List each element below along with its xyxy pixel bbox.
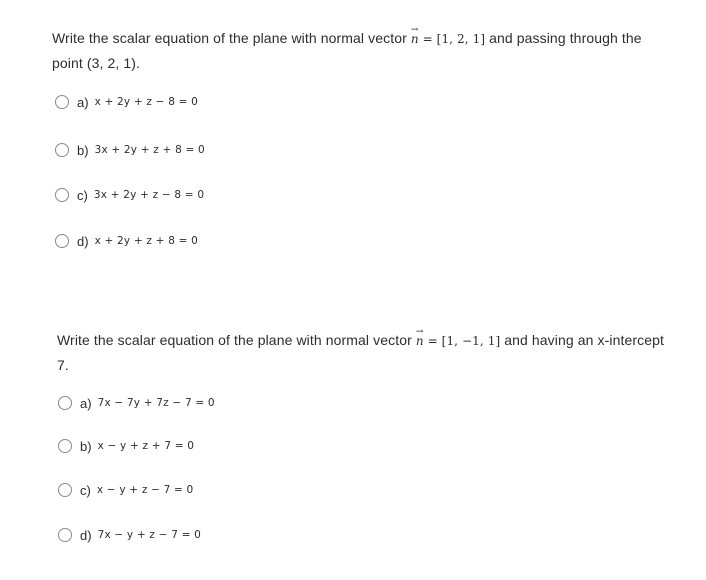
option-letter: a): [77, 94, 89, 110]
option-equation: 3x + 2y + z − 8 = 0: [93, 189, 205, 201]
question-1-prompt-after: and passing through the point (3, 2, 1).: [52, 30, 642, 71]
option-equation: x − y + z + 7 = 0: [97, 440, 195, 452]
radio-button[interactable]: [55, 188, 69, 202]
question-1-prompt-before: Write the scalar equation of the plane with normal vector: [52, 30, 411, 46]
option-equation: x + 2y + z + 8 = 0: [94, 235, 199, 247]
radio-button[interactable]: [55, 143, 69, 157]
normal-vector-symbol: → n: [411, 27, 419, 51]
option-equation: x + 2y + z − 8 = 0: [94, 96, 199, 108]
question-2-option-a[interactable]: [58, 393, 215, 413]
option-letter: c): [77, 187, 88, 203]
option-letter: b): [80, 438, 92, 454]
question-2-prompt: [57, 328, 667, 377]
radio-button[interactable]: [58, 528, 72, 542]
normal-vector-value: = [1, 2, 1]: [418, 32, 486, 46]
question-2-prompt-after: and having an x-intercept 7.: [57, 332, 664, 373]
question-2-option-d[interactable]: [58, 525, 201, 545]
option-letter: b): [77, 142, 89, 158]
normal-vector-symbol: → n: [416, 329, 424, 353]
option-equation: 7x − y + z − 7 = 0: [97, 529, 202, 541]
question-2-option-c[interactable]: [58, 480, 193, 500]
radio-button[interactable]: [58, 439, 72, 453]
option-letter: d): [77, 233, 89, 249]
question-1-option-a[interactable]: [55, 92, 198, 112]
question-1-prompt: [52, 26, 662, 75]
question-1-option-d[interactable]: [55, 231, 198, 251]
question-1-option-b[interactable]: [55, 140, 205, 160]
radio-button[interactable]: [58, 396, 72, 410]
radio-button[interactable]: [58, 483, 72, 497]
option-equation: x − y + z − 7 = 0: [96, 484, 194, 496]
option-equation: 3x + 2y + z + 8 = 0: [94, 144, 205, 156]
question-2-option-b[interactable]: [58, 436, 194, 456]
radio-button[interactable]: [55, 95, 69, 109]
option-letter: c): [80, 482, 91, 498]
option-letter: d): [80, 527, 92, 543]
normal-vector-value: = [1, −1, 1]: [423, 334, 501, 348]
option-equation: 7x − 7y + 7z − 7 = 0: [97, 397, 215, 409]
radio-button[interactable]: [55, 234, 69, 248]
question-2-prompt-before: Write the scalar equation of the plane with normal vector: [57, 332, 416, 348]
option-letter: a): [80, 395, 92, 411]
question-1-option-c[interactable]: [55, 185, 204, 205]
